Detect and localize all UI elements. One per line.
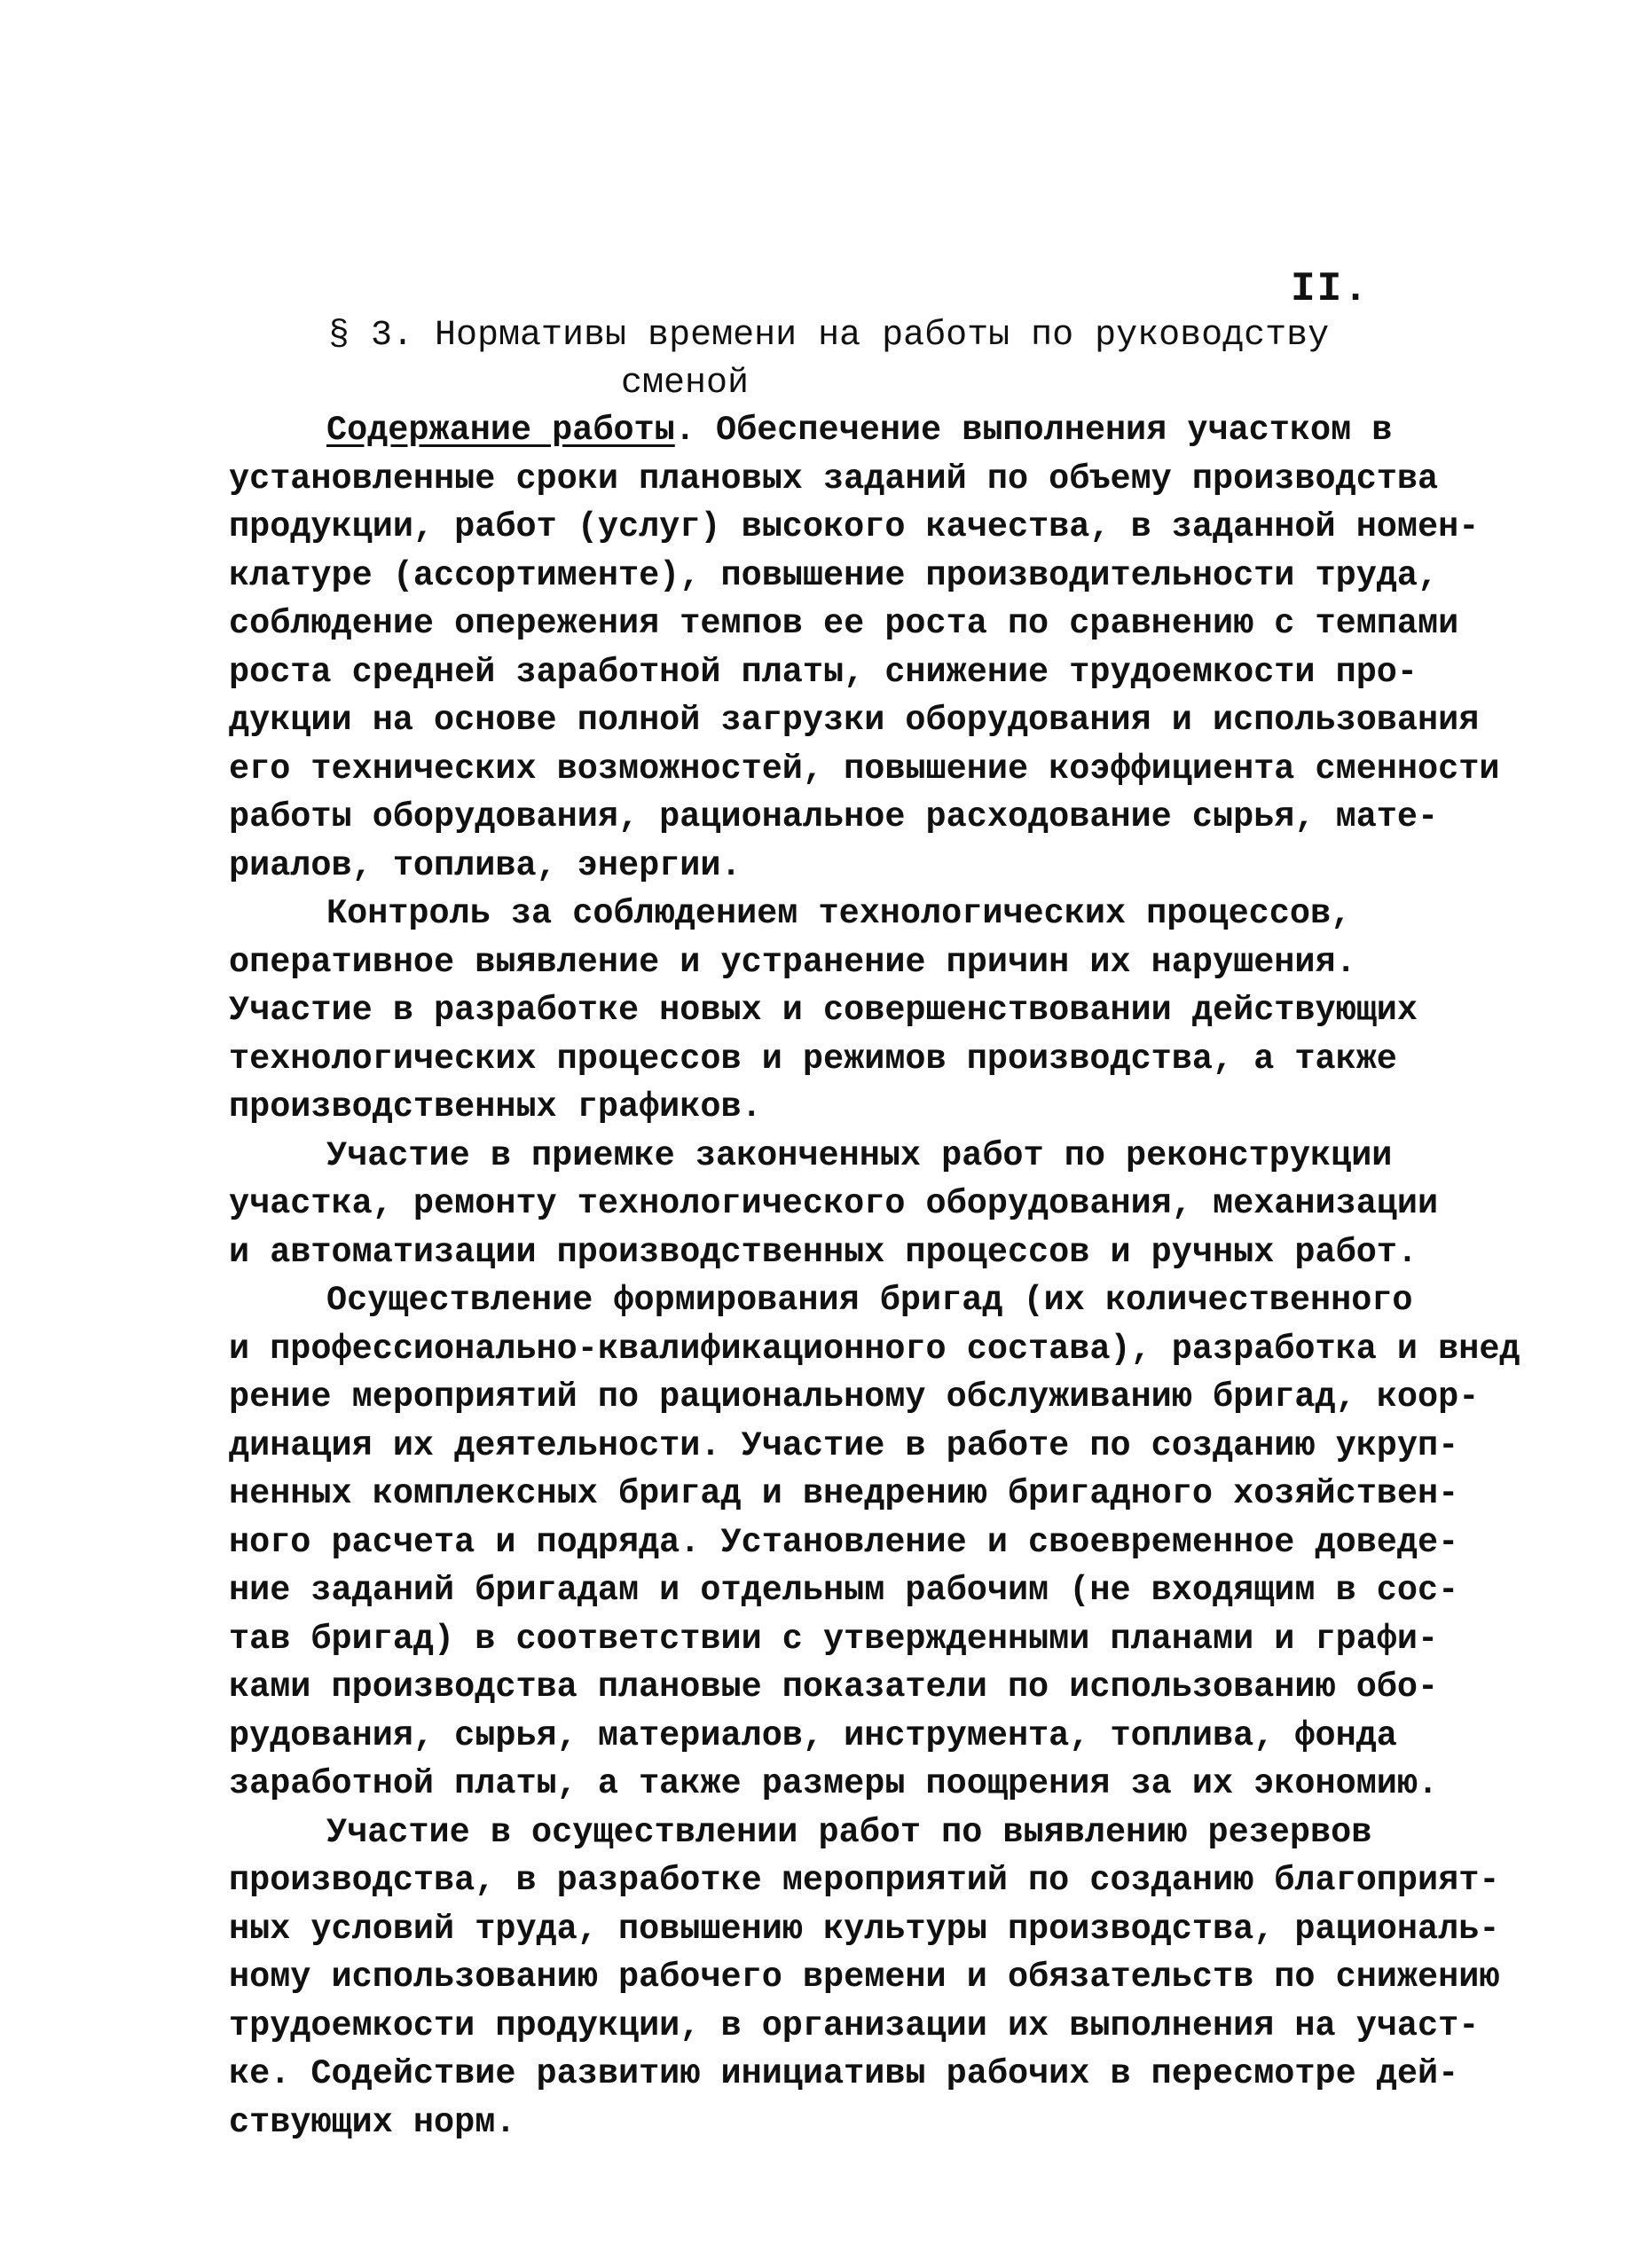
paragraph-line: соблюдение опережения темпов ее роста по сравнению с темпами [229,604,1459,643]
paragraph-line: ненных комплексных бригад и внедрению бригадного хозяйствен- [229,1474,1459,1513]
paragraph-line: Участие в приемке законченных работ по реконструкции [326,1135,1393,1175]
paragraph-line: риалов, топлива, энергии. [229,845,742,885]
paragraph-line: рение мероприятий по рациональному обслуживанию бригад, коор- [229,1377,1480,1417]
page-number: II. [1291,266,1370,312]
paragraph-work-content [229,406,1500,890]
paragraph-line: и профессионально-квалификационного состава), разработка и внед [229,1329,1520,1369]
paragraph-line: оперативное выявление и устранение причин их нарушения. [229,942,1356,982]
paragraph-line: установленные сроки плановых заданий по объему производства [229,459,1439,498]
body-text [229,406,1520,2146]
paragraph-line: его технических возможностей, повышение коэффициента сменности [229,749,1500,789]
paragraph-line: ками производства плановые показатели по использованию обо- [229,1668,1439,1707]
paragraph-line: клатуре (ассортименте), повышение производительности труда, [229,555,1439,595]
paragraph-line: дукции на основе полной загрузки оборудования и использования [229,701,1480,740]
paragraph-line: технологических процессов и режимов производства, а также [229,1039,1397,1079]
paragraph-line: рудования, сырья, материалов, инструмента, топлива, фонда [229,1715,1397,1755]
paragraph-line: производственных графиков. [229,1087,762,1126]
paragraph-line [229,406,1471,455]
paragraph-line: Осуществление формирования бригад (их количественного [326,1281,1413,1320]
section-heading-line-2: сменой [621,364,750,404]
paragraph-line: ному использованию рабочего времени и обязательств по снижению [229,1958,1500,1997]
paragraph-line: и автоматизации производственных процессов и ручных работ. [229,1232,1418,1272]
paragraph-line: Участие в разработке новых и совершенствовании действующих [229,991,1418,1030]
paragraph-line: работы оборудования, рациональное расходование сырья, мате- [229,797,1439,836]
section-heading [328,312,1330,408]
paragraph-line: продукции, работ (услуг) высокого качества, в заданной номен- [229,507,1480,546]
paragraph-brigades [229,1276,1520,1809]
paragraph-line: роста средней заработной платы, снижение трудоемкости про- [229,652,1418,692]
paragraph-line: ние заданий бригадам и отдельным рабочим (не входящим в сос- [229,1571,1459,1610]
paragraph-line: трудоемкости продукции, в организации их выполнения на участ- [229,2005,1480,2045]
paragraph-line: динация их деятельности. Участие в работе по созданию укруп- [229,1425,1459,1465]
paragraph-line: заработной платы, а также размеры поощрения за их экономию. [229,1764,1439,1803]
lead-dot: . [674,411,716,450]
paragraph-process-control [229,890,1471,1132]
section-heading-line-1: § 3. Нормативы времени на работы по руководству [328,316,1330,356]
paragraph-lead-label: Содержание работы [326,411,675,450]
paragraph-reserves [229,1809,1500,2147]
paragraph-line: участка, ремонту технологического оборудования, механизации [229,1184,1439,1223]
paragraph-line: Участие в осуществлении работ по выявлению резервов [326,1812,1372,1852]
paragraph-line: тав бригад) в соответствии с утвержденными планами и графи- [229,1619,1439,1659]
paragraph-line: ных условий труда, повышению культуры производства, рациональ- [229,1909,1500,1949]
paragraph-line: ствующих норм. [229,2102,516,2142]
paragraph-line: Контроль за соблюдением технологических процессов, [326,894,1352,933]
paragraph-line: производства, в разработке мероприятий по созданию благоприят- [229,1861,1500,1900]
paragraph-line: ке. Содействие развитию инициативы рабочих в пересмотре дей- [229,2054,1459,2093]
paragraph-acceptance [229,1132,1471,1277]
paragraph-line: ного расчета и подряда. Установление и своевременное доведе- [229,1522,1459,1562]
paragraph-line-text: Обеспечение выполнения участком в [715,411,1393,450]
